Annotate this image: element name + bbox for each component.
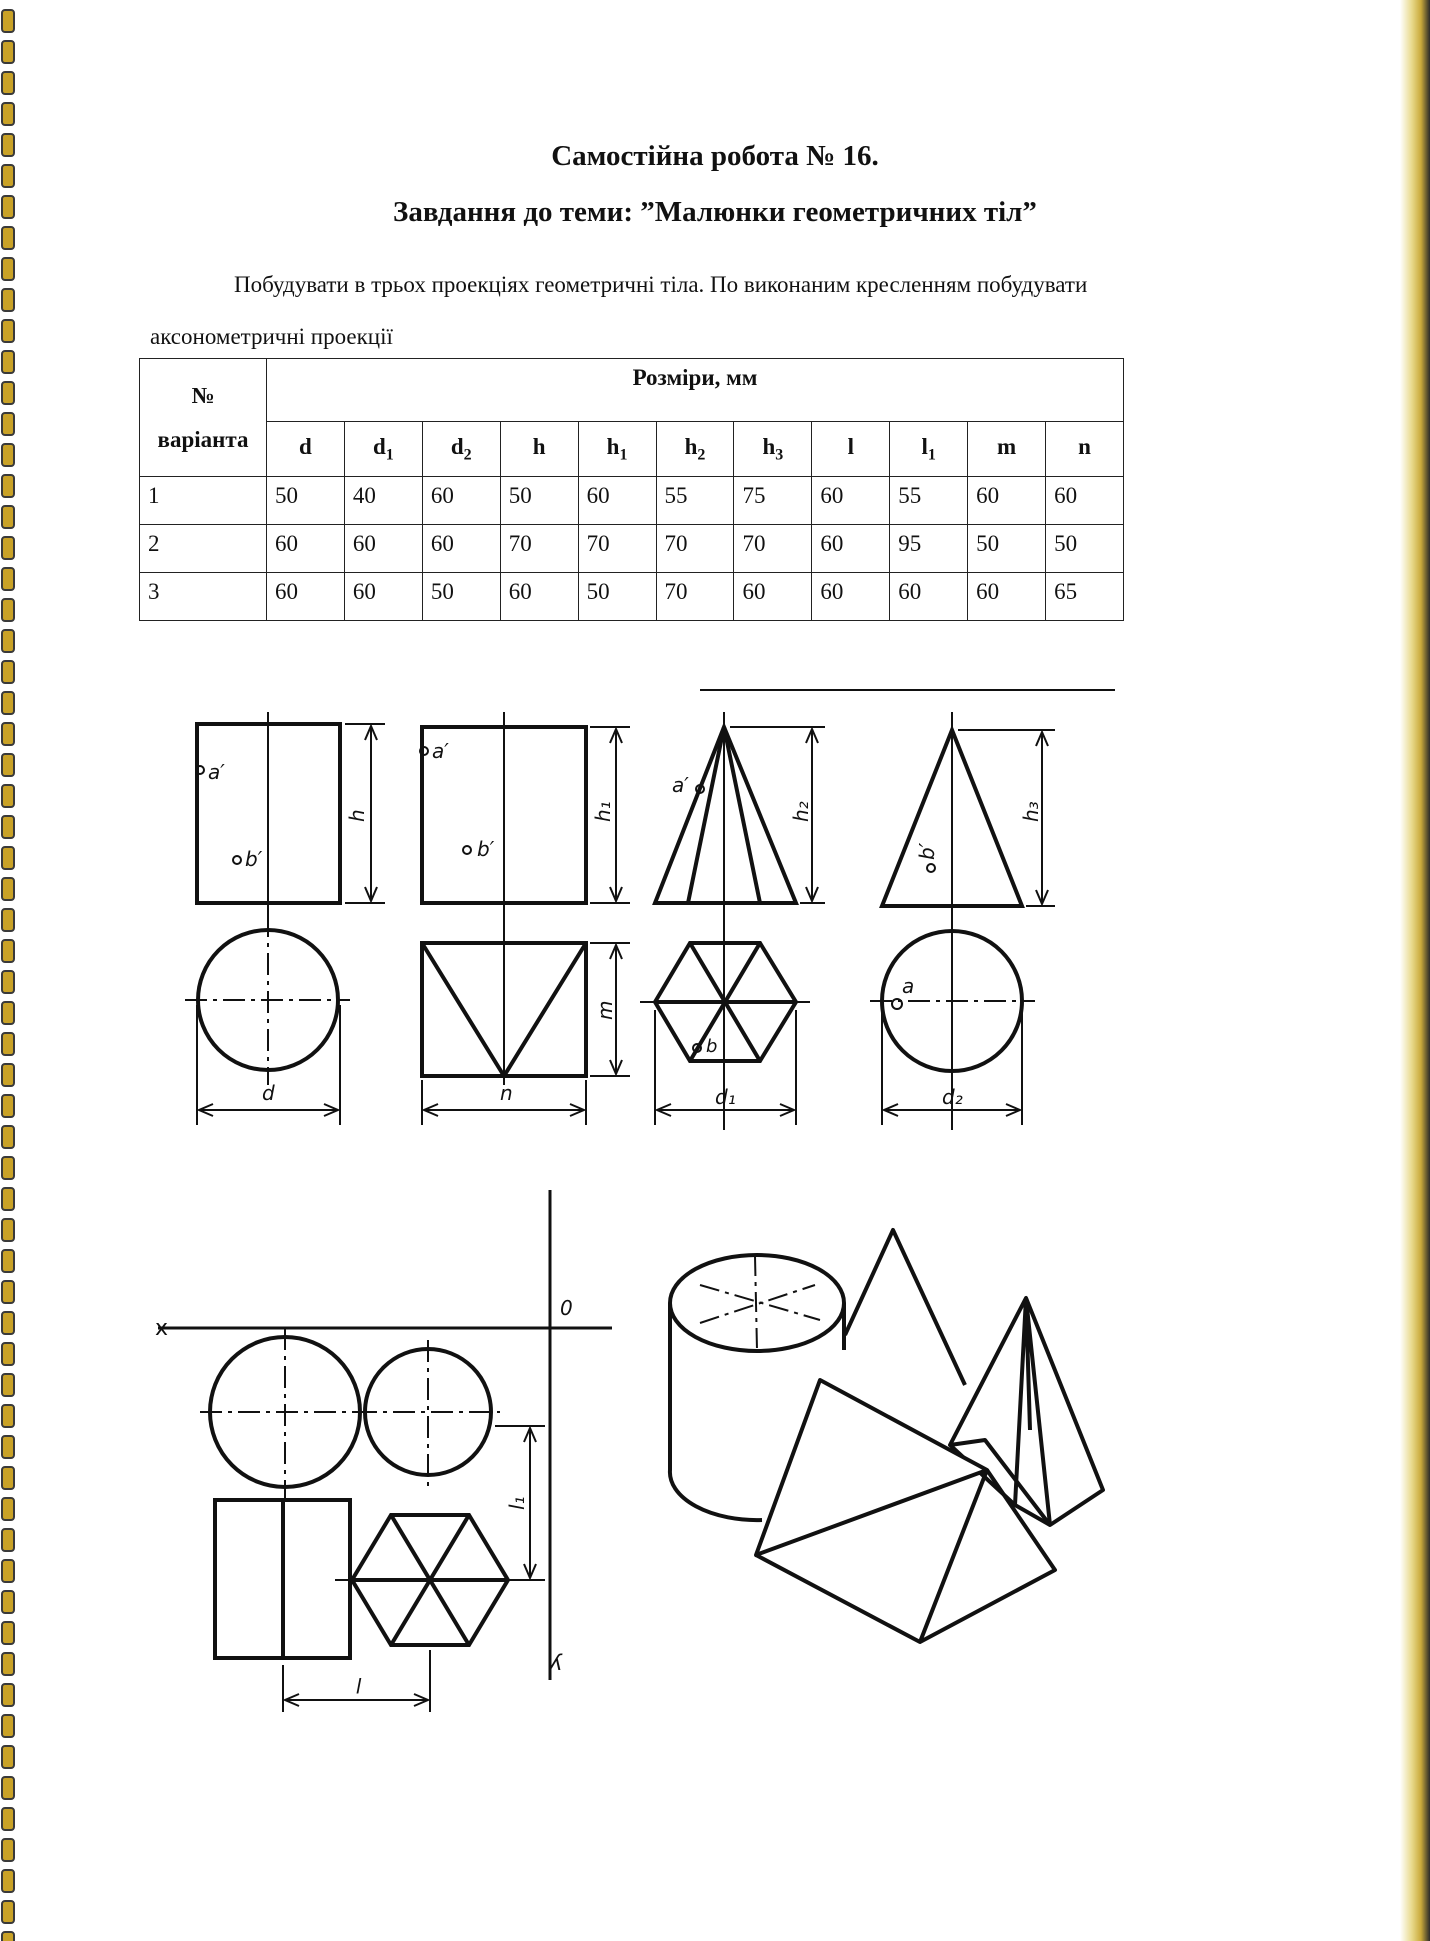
label-a: a bbox=[902, 974, 915, 998]
value-cell: 50 bbox=[1046, 525, 1124, 573]
value-cell: 60 bbox=[812, 525, 890, 573]
label-y-axis: y bbox=[548, 1652, 562, 1677]
prism-front-view bbox=[420, 712, 630, 1085]
value-cell: 60 bbox=[968, 573, 1046, 621]
label-a-prime-3: a′ bbox=[672, 773, 689, 797]
column-header-symbol: d bbox=[299, 433, 312, 459]
value-cell: 50 bbox=[422, 573, 500, 621]
label-h: h bbox=[345, 809, 369, 822]
label-d1: d₁ bbox=[715, 1085, 736, 1109]
value-cell: 50 bbox=[267, 477, 345, 525]
axonometric-view bbox=[670, 1230, 1103, 1642]
label-l: l bbox=[356, 1673, 362, 1697]
value-cell: 60 bbox=[890, 573, 968, 621]
column-header-symbol: h bbox=[684, 433, 698, 459]
label-l1: l₁ bbox=[505, 1496, 529, 1510]
page-title: Самостійна робота № 16. bbox=[551, 140, 879, 172]
value-cell: 60 bbox=[500, 573, 578, 621]
label-b: b bbox=[706, 1036, 718, 1057]
page-subtitle: Завдання до теми: ”Малюнки геометричних тіл” bbox=[393, 196, 1037, 228]
value-cell: 70 bbox=[656, 573, 734, 621]
value-cell: 60 bbox=[578, 477, 656, 525]
value-cell: 60 bbox=[734, 573, 812, 621]
label-a-prime: a′ bbox=[208, 760, 225, 784]
value-cell: 60 bbox=[267, 525, 345, 573]
label-x-axis: x bbox=[155, 1316, 169, 1341]
column-header-symbol: l bbox=[847, 433, 854, 459]
value-cell: 65 bbox=[1046, 573, 1124, 621]
value-cell: 60 bbox=[812, 477, 890, 525]
label-d: d bbox=[262, 1081, 275, 1105]
label-m: m bbox=[593, 1000, 617, 1020]
value-cell: 55 bbox=[890, 477, 968, 525]
value-cell: 60 bbox=[344, 573, 422, 621]
value-cell: 60 bbox=[812, 573, 890, 621]
value-cell: 70 bbox=[656, 525, 734, 573]
column-header-subscript: 1 bbox=[927, 446, 936, 464]
column-header-subscript: 1 bbox=[619, 446, 628, 464]
label-origin: 0 bbox=[560, 1296, 573, 1320]
value-cell: 60 bbox=[1046, 477, 1124, 525]
column-header-symbol: n bbox=[1078, 433, 1091, 459]
value-cell: 95 bbox=[890, 525, 968, 573]
column-header-subscript: 1 bbox=[385, 446, 394, 464]
column-header-symbol: h bbox=[532, 433, 546, 459]
column-header-symbol: h bbox=[762, 433, 776, 459]
assembly-top-view bbox=[158, 1190, 612, 1712]
column-header-symbol: d bbox=[450, 433, 464, 459]
column-header-subscript: 2 bbox=[463, 446, 472, 464]
column-header-symbol: h bbox=[606, 433, 620, 459]
value-cell: 50 bbox=[500, 477, 578, 525]
value-cell: 70 bbox=[734, 525, 812, 573]
value-cell: 75 bbox=[734, 477, 812, 525]
column-header-subscript: 2 bbox=[697, 446, 706, 464]
variant-cell: 3 bbox=[140, 573, 267, 621]
column-header-symbol: d bbox=[372, 433, 386, 459]
value-cell: 60 bbox=[968, 477, 1046, 525]
value-cell: 70 bbox=[578, 525, 656, 573]
variant-cell: 1 bbox=[140, 477, 267, 525]
value-cell: 55 bbox=[656, 477, 734, 525]
column-header-subscript: 3 bbox=[775, 446, 784, 464]
label-h3: h₃ bbox=[1019, 801, 1043, 822]
label-h1: h₁ bbox=[591, 801, 615, 822]
variant-header-no: № bbox=[191, 382, 215, 408]
column-header-symbol: l bbox=[921, 433, 928, 459]
variant-header-word: варіанта bbox=[157, 426, 249, 452]
value-cell: 40 bbox=[344, 477, 422, 525]
dims-header: Розміри, мм bbox=[267, 359, 1124, 422]
value-cell: 50 bbox=[968, 525, 1046, 573]
value-cell: 60 bbox=[422, 477, 500, 525]
label-d2: d₂ bbox=[942, 1085, 963, 1109]
value-cell: 60 bbox=[344, 525, 422, 573]
label-b-prime-3: b′ bbox=[915, 842, 939, 860]
value-cell: 70 bbox=[500, 525, 578, 573]
value-cell: 60 bbox=[422, 525, 500, 573]
value-cell: 60 bbox=[267, 573, 345, 621]
label-n: n bbox=[500, 1081, 513, 1105]
prism-top-view bbox=[422, 943, 630, 1125]
column-header-symbol: m bbox=[997, 433, 1017, 459]
label-a-prime-2: a′ bbox=[432, 739, 449, 763]
variant-cell: 2 bbox=[140, 525, 267, 573]
value-cell: 50 bbox=[578, 573, 656, 621]
task-text: Побудувати в трьох проекціях геометричні тіла. По виконаним кресленням побудувати аксонометричні проекції bbox=[150, 272, 1088, 349]
label-b-prime: b′ bbox=[245, 847, 263, 871]
label-b-prime-2: b′ bbox=[477, 837, 495, 861]
label-h2: h₂ bbox=[789, 801, 813, 822]
